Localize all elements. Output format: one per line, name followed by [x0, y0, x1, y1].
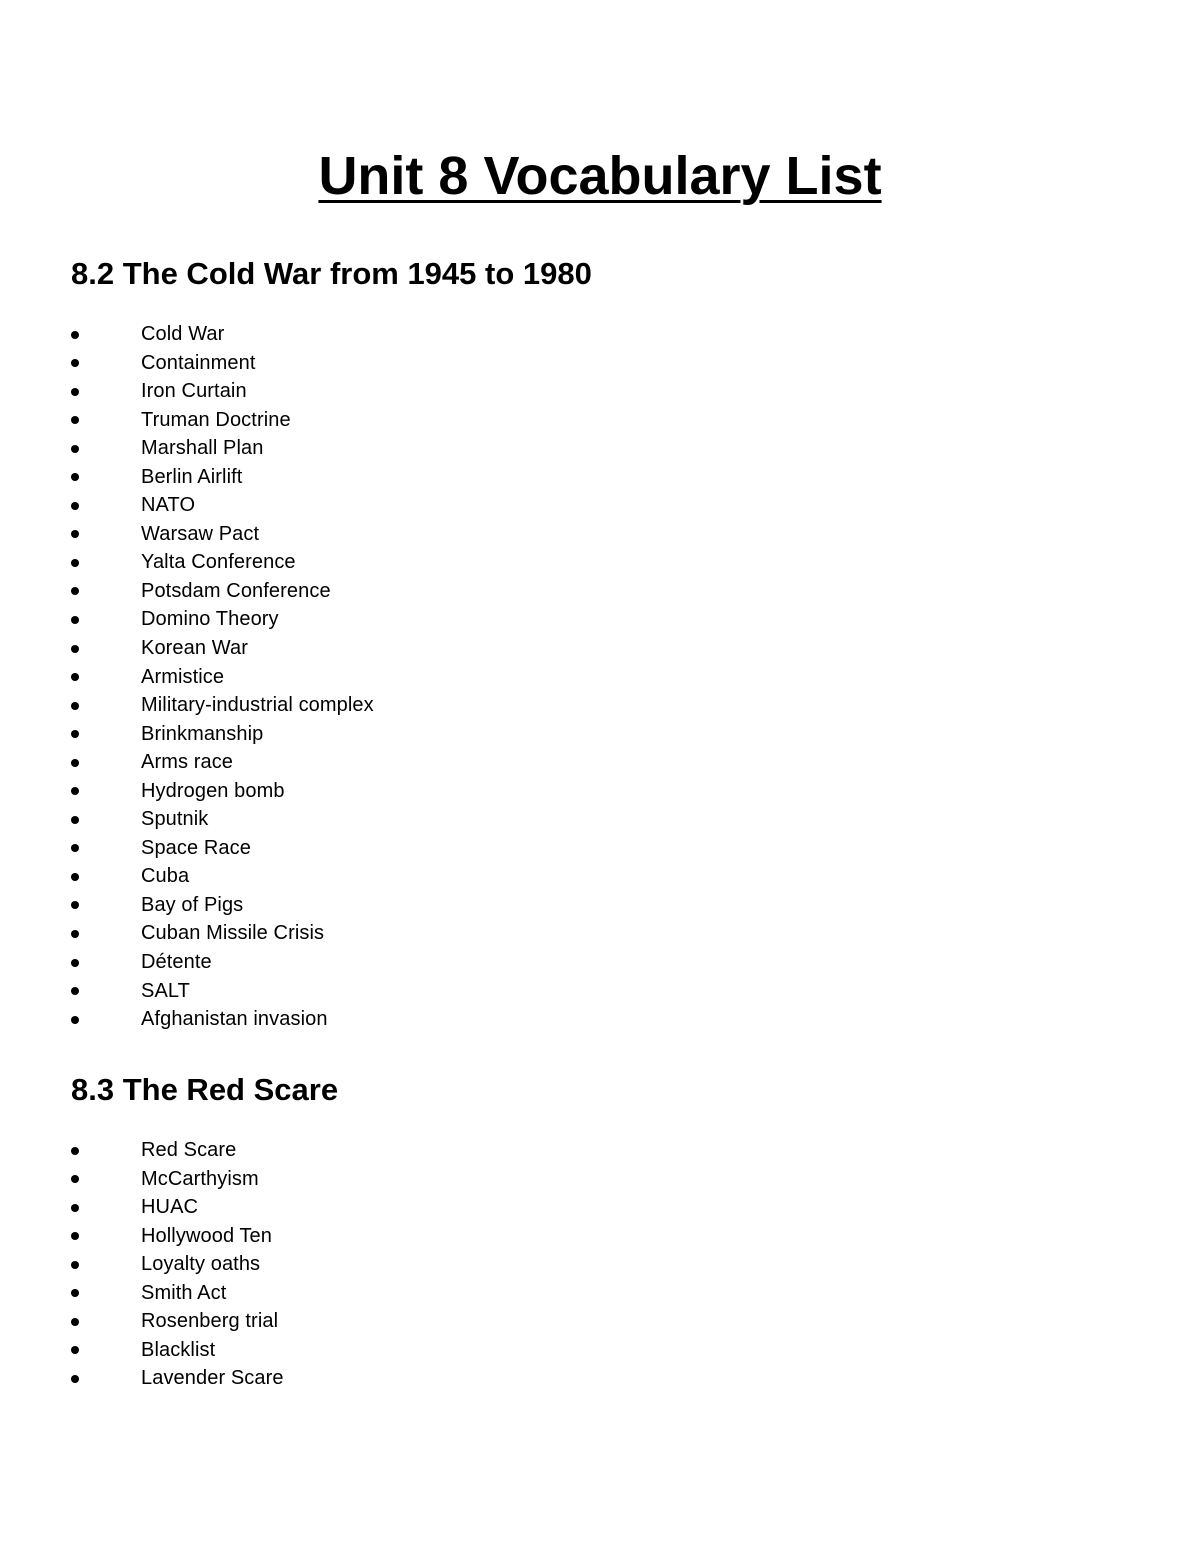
vocabulary-term: Brinkmanship: [141, 722, 264, 745]
list-item: [71, 663, 1131, 692]
list-item: [71, 691, 1131, 720]
list-item: [71, 491, 1131, 520]
list-item: [71, 577, 1131, 606]
vocabulary-term: Space Race: [141, 836, 251, 859]
list-item: [71, 463, 1131, 492]
list-item: [71, 948, 1131, 977]
bullet-icon: [71, 930, 79, 938]
bullet-icon: [71, 645, 79, 653]
vocabulary-term: Loyalty oaths: [141, 1253, 261, 1276]
list-item: [71, 1222, 1131, 1251]
list-item: [71, 1005, 1131, 1034]
vocabulary-term: Truman Doctrine: [141, 408, 291, 431]
vocabulary-term: HUAC: [141, 1196, 199, 1219]
list-item: [71, 434, 1131, 463]
vocabulary-term: Domino Theory: [141, 608, 279, 631]
list-item: [71, 634, 1131, 663]
vocabulary-term: Bay of Pigs: [141, 893, 244, 916]
bullet-icon: [71, 1147, 79, 1155]
bullet-icon: [71, 1016, 79, 1024]
bullet-icon: [71, 844, 79, 852]
list-item: [71, 520, 1131, 549]
vocabulary-term: Blacklist: [141, 1338, 216, 1361]
vocabulary-term: Warsaw Pact: [141, 522, 260, 545]
vocabulary-list: [71, 1136, 1131, 1393]
list-item: [71, 1307, 1131, 1336]
list-item: [71, 891, 1131, 920]
vocabulary-term: Military-industrial complex: [141, 694, 374, 717]
section-heading: 8.2 The Cold War from 1945 to 1980: [71, 256, 592, 291]
vocabulary-term: Hollywood Ten: [141, 1224, 273, 1247]
vocabulary-term: Yalta Conference: [141, 551, 296, 574]
vocabulary-term: Afghanistan invasion: [141, 1008, 328, 1031]
vocabulary-term: Red Scare: [141, 1139, 237, 1161]
vocabulary-term: Cuban Missile Crisis: [141, 922, 325, 945]
bullet-icon: [71, 673, 79, 681]
bullet-icon: [71, 816, 79, 824]
list-item: [71, 862, 1131, 891]
bullet-icon: [71, 702, 79, 710]
bullet-icon: [71, 730, 79, 738]
bullet-icon: [71, 445, 79, 453]
vocabulary-list: [71, 320, 1131, 1034]
vocabulary-term: Cold War: [141, 323, 225, 345]
bullet-icon: [71, 1318, 79, 1326]
bullet-icon: [71, 388, 79, 396]
bullet-icon: [71, 1204, 79, 1212]
list-item: [71, 1279, 1131, 1308]
list-item: [71, 777, 1131, 806]
vocabulary-term: Hydrogen bomb: [141, 779, 285, 802]
vocabulary-term: Marshall Plan: [141, 437, 264, 460]
list-item: [71, 548, 1131, 577]
vocabulary-term: Smith Act: [141, 1281, 227, 1304]
list-item: [71, 1250, 1131, 1279]
bullet-icon: [71, 959, 79, 967]
bullet-icon: [71, 616, 79, 624]
vocabulary-term: Détente: [141, 951, 212, 974]
bullet-icon: [71, 1232, 79, 1240]
list-item: [71, 1165, 1131, 1194]
vocabulary-term: Arms race: [141, 751, 234, 774]
bullet-icon: [71, 530, 79, 538]
list-item: [71, 406, 1131, 435]
bullet-icon: [71, 1261, 79, 1269]
vocabulary-term: NATO: [141, 494, 196, 517]
bullet-icon: [71, 416, 79, 424]
vocabulary-term: Armistice: [141, 665, 225, 688]
bullet-icon: [71, 473, 79, 481]
bullet-icon: [71, 1175, 79, 1183]
list-item: [71, 349, 1131, 378]
list-item: [71, 834, 1131, 863]
bullet-icon: [71, 1375, 79, 1383]
bullet-icon: [71, 1346, 79, 1354]
list-item: [71, 919, 1131, 948]
list-item: [71, 1136, 1131, 1165]
list-item: [71, 320, 1131, 349]
vocabulary-term: Sputnik: [141, 808, 209, 831]
bullet-icon: [71, 559, 79, 567]
bullet-icon: [71, 987, 79, 995]
bullet-icon: [71, 787, 79, 795]
list-item: [71, 720, 1131, 749]
list-item: [71, 377, 1131, 406]
bullet-icon: [71, 873, 79, 881]
bullet-icon: [71, 587, 79, 595]
vocabulary-term: Lavender Scare: [141, 1367, 284, 1390]
list-item: [71, 748, 1131, 777]
section-heading: 8.3 The Red Scare: [71, 1072, 339, 1107]
list-item: [71, 1364, 1131, 1393]
vocabulary-term: Iron Curtain: [141, 380, 247, 403]
vocabulary-term: Cuba: [141, 865, 190, 888]
list-item: [71, 805, 1131, 834]
vocabulary-term: Korean War: [141, 637, 248, 660]
section-cold-war: [71, 253, 1131, 1034]
bullet-icon: [71, 502, 79, 510]
list-item: [71, 605, 1131, 634]
bullet-icon: [71, 759, 79, 767]
document-title: Unit 8 Vocabulary List: [318, 146, 882, 206]
vocabulary-term: Rosenberg trial: [141, 1310, 279, 1333]
list-item: [71, 1336, 1131, 1365]
vocabulary-term: Containment: [141, 351, 256, 374]
list-item: [71, 1193, 1131, 1222]
vocabulary-term: Potsdam Conference: [141, 579, 331, 602]
vocabulary-term: Berlin Airlift: [141, 465, 243, 488]
list-item: [71, 977, 1131, 1006]
bullet-icon: [71, 359, 79, 367]
bullet-icon: [71, 331, 79, 339]
bullet-icon: [71, 901, 79, 909]
section-red-scare: [71, 1069, 1131, 1393]
vocabulary-term: McCarthyism: [141, 1167, 259, 1190]
bullet-icon: [71, 1289, 79, 1297]
vocabulary-term: SALT: [141, 979, 190, 1002]
